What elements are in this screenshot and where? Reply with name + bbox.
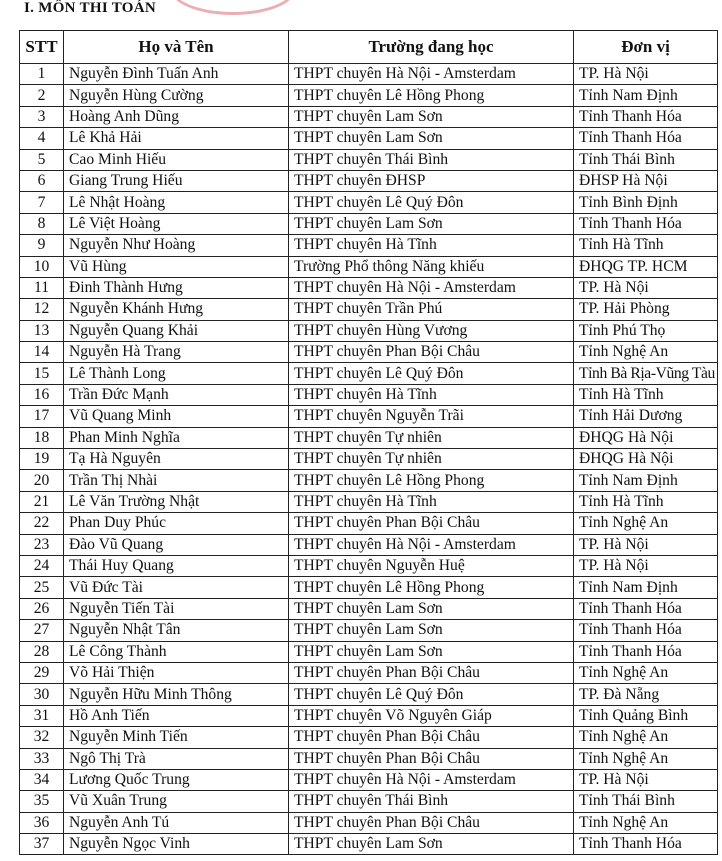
cell-name: Phan Duy Phúc xyxy=(64,513,289,534)
cell-name: Trần Đức Mạnh xyxy=(64,384,289,405)
cell-stt: 34 xyxy=(20,769,64,790)
cell-unit: Tỉnh Thanh Hóa xyxy=(574,834,718,855)
cell-unit: Tỉnh Nghệ An xyxy=(574,662,718,683)
cell-school: THPT chuyên Lê Quý Đôn xyxy=(289,684,574,705)
cell-unit: Tỉnh Nghệ An xyxy=(574,812,718,833)
cell-school: THPT chuyên Võ Nguyên Giáp xyxy=(289,705,574,726)
cell-school: THPT chuyên Hà Nội - Amsterdam xyxy=(289,769,574,790)
cell-stt: 36 xyxy=(20,812,64,833)
cell-stt: 2 xyxy=(20,85,64,106)
table-row xyxy=(20,192,718,213)
cell-school: THPT chuyên Lam Sơn xyxy=(289,834,574,855)
header-row xyxy=(20,31,718,64)
cell-name: Nguyễn Anh Tú xyxy=(64,812,289,833)
cell-stt: 26 xyxy=(20,598,64,619)
cell-stt: 15 xyxy=(20,363,64,384)
table-row xyxy=(20,406,718,427)
cell-unit: TP. Đà Nẵng xyxy=(574,684,718,705)
cell-stt: 14 xyxy=(20,342,64,363)
table-row xyxy=(20,598,718,619)
table-header xyxy=(20,31,718,64)
cell-unit: Tỉnh Quảng Bình xyxy=(574,705,718,726)
cell-unit: Tỉnh Nam Định xyxy=(574,577,718,598)
cell-unit: TP. Hải Phòng xyxy=(574,299,718,320)
cell-school: THPT chuyên Hà Tĩnh xyxy=(289,491,574,512)
cell-school: THPT chuyên Phan Bội Châu xyxy=(289,812,574,833)
cell-stt: 12 xyxy=(20,299,64,320)
cell-school: THPT chuyên Hùng Vương xyxy=(289,320,574,341)
table-row xyxy=(20,384,718,405)
cell-school: THPT chuyên Thái Bình xyxy=(289,149,574,170)
cell-stt: 16 xyxy=(20,384,64,405)
cell-name: Vũ Quang Minh xyxy=(64,406,289,427)
cell-stt: 29 xyxy=(20,662,64,683)
cell-name: Lê Văn Trường Nhật xyxy=(64,491,289,512)
cell-name: Lê Nhật Hoàng xyxy=(64,192,289,213)
cell-name: Nguyễn Khánh Hưng xyxy=(64,299,289,320)
cell-name: Đinh Thành Hưng xyxy=(64,277,289,298)
table-row xyxy=(20,106,718,127)
cell-school: THPT chuyên Lê Quý Đôn xyxy=(289,192,574,213)
cell-school: THPT chuyên Thái Bình xyxy=(289,791,574,812)
cell-stt: 1 xyxy=(20,64,64,85)
cell-school: THPT chuyên Nguyễn Huệ xyxy=(289,555,574,576)
cell-name: Võ Hải Thiện xyxy=(64,662,289,683)
cell-name: Vũ Xuân Trung xyxy=(64,791,289,812)
cell-stt: 30 xyxy=(20,684,64,705)
cell-name: Nguyễn Ngọc Vinh xyxy=(64,834,289,855)
cell-school: THPT chuyên Phan Bội Châu xyxy=(289,727,574,748)
cell-name: Nguyễn Hữu Minh Thông xyxy=(64,684,289,705)
cell-stt: 4 xyxy=(20,128,64,149)
cell-stt: 9 xyxy=(20,235,64,256)
cell-school: Trường Phổ thông Năng khiếu xyxy=(289,256,574,277)
cell-unit: Tỉnh Nam Định xyxy=(574,470,718,491)
cell-school: THPT chuyên Hà Nội - Amsterdam xyxy=(289,64,574,85)
table-row xyxy=(20,641,718,662)
table-row xyxy=(20,534,718,555)
cell-unit: Tỉnh Thanh Hóa xyxy=(574,598,718,619)
cell-stt: 13 xyxy=(20,320,64,341)
cell-name: Lê Khả Hải xyxy=(64,128,289,149)
header-stt: STT xyxy=(20,31,64,64)
cell-stt: 17 xyxy=(20,406,64,427)
cell-school: THPT chuyên ĐHSP xyxy=(289,170,574,191)
table-row xyxy=(20,834,718,855)
cell-unit: Tỉnh Thanh Hóa xyxy=(574,620,718,641)
header-school: Trường đang học xyxy=(289,31,574,64)
table-row xyxy=(20,812,718,833)
cell-stt: 10 xyxy=(20,256,64,277)
cell-unit: TP. Hà Nội xyxy=(574,555,718,576)
cell-school: THPT chuyên Tự nhiên xyxy=(289,427,574,448)
cell-unit: Tỉnh Bà Rịa-Vũng Tàu xyxy=(574,363,718,384)
cell-stt: 27 xyxy=(20,620,64,641)
cell-stt: 5 xyxy=(20,149,64,170)
cell-name: Ngô Thị Trà xyxy=(64,748,289,769)
cell-unit: Tỉnh Bình Định xyxy=(574,192,718,213)
cell-stt: 32 xyxy=(20,727,64,748)
cell-name: Vũ Đức Tài xyxy=(64,577,289,598)
cell-stt: 31 xyxy=(20,705,64,726)
cell-name: Nguyễn Hùng Cường xyxy=(64,85,289,106)
cell-name: Tạ Hà Nguyên xyxy=(64,449,289,470)
table-row xyxy=(20,342,718,363)
cell-name: Nguyễn Như Hoàng xyxy=(64,235,289,256)
cell-unit: Tỉnh Nghệ An xyxy=(574,727,718,748)
cell-unit: ĐHQG Hà Nội xyxy=(574,427,718,448)
cell-school: THPT chuyên Lê Quý Đôn xyxy=(289,363,574,384)
cell-unit: Tỉnh Thái Bình xyxy=(574,791,718,812)
table-row xyxy=(20,684,718,705)
cell-name: Lê Công Thành xyxy=(64,641,289,662)
table-row xyxy=(20,769,718,790)
cell-stt: 23 xyxy=(20,534,64,555)
cell-stt: 3 xyxy=(20,106,64,127)
cell-name: Cao Minh Hiếu xyxy=(64,149,289,170)
table-row xyxy=(20,449,718,470)
cell-school: THPT chuyên Lam Sơn xyxy=(289,106,574,127)
table-row xyxy=(20,277,718,298)
section-title: I. MÔN THI TOÁN xyxy=(24,0,157,16)
cell-stt: 28 xyxy=(20,641,64,662)
header-name: Họ và Tên xyxy=(64,31,289,64)
table-row xyxy=(20,170,718,191)
cell-unit: Tỉnh Nam Định xyxy=(574,85,718,106)
cell-unit: Tỉnh Hà Tĩnh xyxy=(574,235,718,256)
table-row xyxy=(20,513,718,534)
cell-school: THPT chuyên Lam Sơn xyxy=(289,620,574,641)
cell-stt: 18 xyxy=(20,427,64,448)
cell-name: Vũ Hùng xyxy=(64,256,289,277)
cell-unit: TP. Hà Nội xyxy=(574,277,718,298)
cell-unit: Tỉnh Thanh Hóa xyxy=(574,128,718,149)
cell-unit: Tỉnh Nghệ An xyxy=(574,342,718,363)
cell-stt: 33 xyxy=(20,748,64,769)
cell-school: THPT chuyên Phan Bội Châu xyxy=(289,513,574,534)
cell-unit: Tỉnh Nghệ An xyxy=(574,513,718,534)
cell-stt: 8 xyxy=(20,213,64,234)
cell-name: Nguyễn Minh Tiến xyxy=(64,727,289,748)
cell-unit: ĐHQG TP. HCM xyxy=(574,256,718,277)
cell-school: THPT chuyên Phan Bội Châu xyxy=(289,342,574,363)
table-row xyxy=(20,748,718,769)
table-row xyxy=(20,555,718,576)
cell-name: Đào Vũ Quang xyxy=(64,534,289,555)
cell-stt: 11 xyxy=(20,277,64,298)
cell-unit: TP. Hà Nội xyxy=(574,64,718,85)
cell-school: THPT chuyên Hà Nội - Amsterdam xyxy=(289,277,574,298)
cell-name: Nguyễn Nhật Tân xyxy=(64,620,289,641)
cell-school: THPT chuyên Lê Hồng Phong xyxy=(289,577,574,598)
cell-name: Nguyễn Quang Khải xyxy=(64,320,289,341)
cell-school: THPT chuyên Lam Sơn xyxy=(289,641,574,662)
cell-unit: Tỉnh Thanh Hóa xyxy=(574,213,718,234)
cell-school: THPT chuyên Lam Sơn xyxy=(289,598,574,619)
cell-name: Lương Quốc Trung xyxy=(64,769,289,790)
cell-name: Nguyễn Tiến Tài xyxy=(64,598,289,619)
cell-stt: 20 xyxy=(20,470,64,491)
table-row xyxy=(20,577,718,598)
table-row xyxy=(20,470,718,491)
cell-school: THPT chuyên Hà Tĩnh xyxy=(289,235,574,256)
cell-name: Phan Minh Nghĩa xyxy=(64,427,289,448)
cell-name: Trần Thị Nhài xyxy=(64,470,289,491)
cell-name: Thái Huy Quang xyxy=(64,555,289,576)
table-row xyxy=(20,64,718,85)
table-row xyxy=(20,427,718,448)
table-row xyxy=(20,791,718,812)
cell-school: THPT chuyên Hà Tĩnh xyxy=(289,384,574,405)
table-row xyxy=(20,620,718,641)
cell-unit: Tỉnh Phú Thọ xyxy=(574,320,718,341)
table-row xyxy=(20,299,718,320)
cell-stt: 37 xyxy=(20,834,64,855)
table-row xyxy=(20,705,718,726)
cell-stt: 35 xyxy=(20,791,64,812)
cell-name: Hồ Anh Tiến xyxy=(64,705,289,726)
table-row xyxy=(20,256,718,277)
header-unit: Đơn vị xyxy=(574,31,718,64)
cell-name: Lê Việt Hoàng xyxy=(64,213,289,234)
cell-school: THPT chuyên Phan Bội Châu xyxy=(289,748,574,769)
cell-stt: 7 xyxy=(20,192,64,213)
cell-unit: Tỉnh Thanh Hóa xyxy=(574,641,718,662)
cell-unit: Tỉnh Thái Bình xyxy=(574,149,718,170)
cell-school: THPT chuyên Hà Nội - Amsterdam xyxy=(289,534,574,555)
cell-unit: Tỉnh Hải Dương xyxy=(574,406,718,427)
cell-school: THPT chuyên Tự nhiên xyxy=(289,449,574,470)
cell-unit: Tỉnh Nghệ An xyxy=(574,748,718,769)
table-row xyxy=(20,149,718,170)
table-row xyxy=(20,213,718,234)
cell-school: THPT chuyên Nguyễn Trãi xyxy=(289,406,574,427)
table-row xyxy=(20,491,718,512)
cell-unit: Tỉnh Hà Tĩnh xyxy=(574,491,718,512)
cell-stt: 22 xyxy=(20,513,64,534)
cell-unit: ĐHSP Hà Nội xyxy=(574,170,718,191)
cell-stt: 6 xyxy=(20,170,64,191)
table-row xyxy=(20,128,718,149)
cell-unit: ĐHQG Hà Nội xyxy=(574,449,718,470)
cell-school: THPT chuyên Phan Bội Châu xyxy=(289,662,574,683)
cell-school: THPT chuyên Lam Sơn xyxy=(289,128,574,149)
cell-school: THPT chuyên Lê Hồng Phong xyxy=(289,470,574,491)
table-row xyxy=(20,363,718,384)
cell-unit: Tỉnh Hà Tĩnh xyxy=(574,384,718,405)
cell-unit: TP. Hà Nội xyxy=(574,534,718,555)
table-row xyxy=(20,85,718,106)
table-body xyxy=(20,64,718,855)
cell-stt: 25 xyxy=(20,577,64,598)
cell-school: THPT chuyên Lê Hồng Phong xyxy=(289,85,574,106)
cell-stt: 21 xyxy=(20,491,64,512)
table-row xyxy=(20,727,718,748)
table-row xyxy=(20,320,718,341)
student-table xyxy=(19,30,718,855)
cell-name: Giang Trung Hiếu xyxy=(64,170,289,191)
cell-school: THPT chuyên Lam Sơn xyxy=(289,213,574,234)
cell-school: THPT chuyên Trần Phú xyxy=(289,299,574,320)
red-seal-stamp xyxy=(170,0,296,15)
cell-name: Nguyễn Hà Trang xyxy=(64,342,289,363)
cell-name: Hoàng Anh Dũng xyxy=(64,106,289,127)
cell-stt: 19 xyxy=(20,449,64,470)
table-row xyxy=(20,662,718,683)
cell-stt: 24 xyxy=(20,555,64,576)
cell-unit: TP. Hà Nội xyxy=(574,769,718,790)
cell-name: Nguyễn Đình Tuấn Anh xyxy=(64,64,289,85)
table-row xyxy=(20,235,718,256)
cell-name: Lê Thành Long xyxy=(64,363,289,384)
cell-unit: Tỉnh Thanh Hóa xyxy=(574,106,718,127)
